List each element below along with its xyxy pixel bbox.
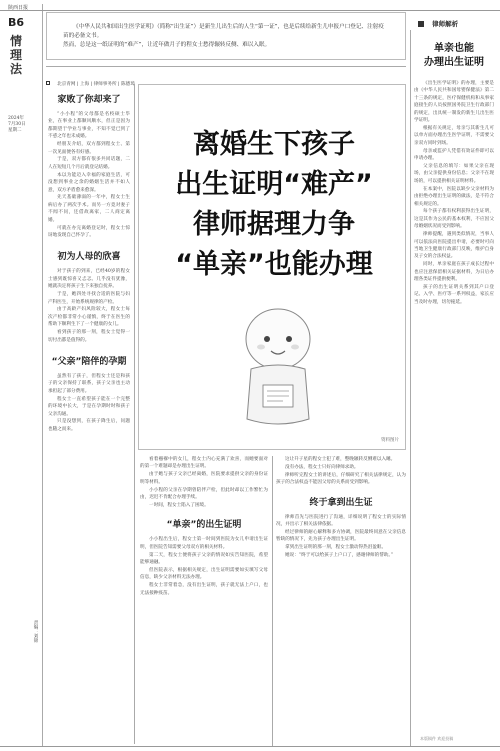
paragraph: 同时，单亲家庭在孩子成长过程中也应注意保留相关证据材料，为日后办理各类证件提供便利。 bbox=[414, 262, 494, 283]
paragraph: 父亲信息的填写：如果父亲在现场，由父亲提供身份信息；父亲不在现场的，可以提供相关证明材料。 bbox=[414, 163, 494, 184]
headline-line: “单亲”也能办理 bbox=[175, 249, 373, 280]
mid-body bbox=[140, 456, 268, 509]
paragraph: 小小程出生后，程女士第一时间到医院为女儿申请出生证明，但医院告知需要父母双方的相关材料。 bbox=[140, 537, 268, 550]
paragraph: 这让升子星的程女士犯了难，整晚辗转反侧难以入睡。 bbox=[285, 457, 396, 462]
paragraph: 律师听完程女士的讲述后，仔细研究了相关法律规定，认为孩子的合法权益不能因父母的关系而受到影响。 bbox=[276, 472, 406, 486]
bottom-note: 本版稿件 欢迎投稿 bbox=[420, 736, 454, 741]
paragraph: 她说：“终于可以给孩子上户口了，感谢律师的帮助。” bbox=[285, 553, 394, 559]
reporter-text: 北京青网 | 上海 | 律师事务所 | 陈德璋 bbox=[57, 82, 135, 87]
article-column-3 bbox=[276, 456, 406, 746]
paragraph: 根据有关规定，母亲与其新生儿可以单方面办理出生医学证明，不需要父亲双方同时到场。 bbox=[414, 125, 494, 146]
paragraph: 《出生医学证明》的办理，主要是由《中华人民共和国母婴保健法》第二十三条的规定，医疗保健机构和从事家庭接生的人员按照国务院卫生行政部门的规定，出具统一制发的新生儿出生医学证明。 bbox=[414, 81, 494, 124]
column-label bbox=[418, 13, 490, 28]
paragraph: 经朋友介绍，双方都到程女士、第一次见面便各有好感。 bbox=[48, 142, 130, 155]
paragraph: 先天基础薄弱的一年中，程女士生病后办了两次手术。而另一方竟对妻子不闻不问，还借故离家，二人商定离婚。 bbox=[48, 195, 130, 223]
baby-eye bbox=[264, 336, 270, 342]
paragraph: 小小程的父亲在孕期曾陪伴产检，但此时却以工作繁忙为由，迟迟不肯配合办理手续。 bbox=[140, 487, 268, 501]
paragraph: 孩子的出生证明关系到其户口登记、入学、医疗等一系列权益，家长应当及时办理，切勿拖延。 bbox=[414, 284, 494, 305]
baby-head bbox=[246, 309, 310, 369]
paragraph: 拿到出生证明的那一刻，程女士激动得热泪盈眶。 bbox=[285, 545, 387, 551]
article-column-1 bbox=[48, 84, 130, 739]
sidebar-body bbox=[414, 80, 494, 306]
paragraph: 律师提醒，遇到类似情况，当事人可以依法向医院提出申请，必要时可向当地卫生健康行政部门反映，维护自身及子女的合法权益。 bbox=[414, 232, 494, 260]
father-title: “父亲”陪伴的孕期 bbox=[51, 356, 127, 367]
illustration-credit: 资料图片 bbox=[381, 438, 399, 443]
baby-eye bbox=[286, 336, 292, 342]
paragraph: 程女士非常着急，没有出生证明，孩子就无法上户口，也无法接种疫苗。 bbox=[140, 583, 268, 596]
label-marker bbox=[418, 21, 424, 27]
paragraph: 对于孩子的到来，已经40岁的程女士感到既惊喜又忐忑。几乎没有犹豫，她就决定将孩子生下来独自抚养。 bbox=[48, 269, 130, 290]
paragraph: 经过律师的耐心解释和多方协调，医院最终同意在父亲信息暂缺的情况下，先为孩子办理出生证明。 bbox=[276, 529, 406, 543]
sidebar-title: 单亲也能 办理出生证明 bbox=[424, 43, 484, 68]
father-body bbox=[48, 373, 130, 433]
joy-body bbox=[48, 268, 130, 344]
lead-text: 《中华人民共和国出生医学证明》（简称“出生证”）是新生儿出生后的人生“第一证”，也是后续给新生儿申报户口登记、注射疫苗的必备文书。 然而，总是这一纸证明的“难产”，让近年做月子的程女士愁得辗转反侧、难以入眠。 bbox=[63, 24, 384, 48]
paper-name: 陕西日报 bbox=[8, 5, 29, 11]
paragraph: 律师首先与医院进行了沟通，详细说明了程女士的实际情况，并出示了相关法律依据。 bbox=[276, 514, 406, 528]
headline bbox=[147, 125, 401, 285]
label-text: 律师解析 bbox=[432, 20, 459, 28]
paragraph: 看着襁褓中的女儿，程女士内心充满了欢喜，而她要面对的第一个难题却是办理出生证明。 bbox=[140, 457, 268, 470]
section-name: 情理法 bbox=[10, 34, 23, 76]
paragraph: 虽然有了孩子，但程女士还是和孩子的父亲保持了联系，孩子父亲也主动承担起了部分费用。 bbox=[48, 373, 130, 394]
joy-title: 初为人母的欣喜 bbox=[57, 252, 121, 263]
final-title: 终于拿到出生证 bbox=[309, 497, 373, 508]
paragraph: 第二天，程女士便将孩子父亲的情况如实告知医院，希望能够通融。 bbox=[140, 552, 268, 566]
baby-cheek bbox=[257, 345, 265, 350]
paragraph: 但医院表示，根据相关规定，出生证明需要如实填写父母信息，缺少父亲材料无法办理。 bbox=[140, 567, 268, 581]
paragraph: 程女士一直希望孩子能在一个完整的环境中长大，于是在孕期时时和孩子父亲沟通。 bbox=[48, 396, 130, 417]
paragraph: 没有办法，程女士只好向律师求助。 bbox=[285, 464, 359, 470]
paragraph: 由于高龄产妇风险较大，程女士每次产检都非常小心谨慎，终于在医生的帮助下顺利生下了一个健康的女儿。 bbox=[48, 307, 130, 328]
cert-title: “单亲”的出生证明 bbox=[166, 520, 242, 531]
right-col-body bbox=[276, 456, 406, 487]
intro-body bbox=[48, 111, 130, 239]
paragraph: 母亲或监护人凭借有效证件即可以申请办理。 bbox=[414, 148, 494, 162]
cert-body bbox=[140, 536, 268, 597]
paragraph: 本以为能迈入幸福的家庭生活，可没想到事业之余的婚姻生活并不如人意，双方矛盾愈来愈深。 bbox=[48, 172, 130, 193]
sidebar-column bbox=[414, 36, 494, 746]
issue-date: 2024年 7月30日 星期二 bbox=[8, 116, 26, 133]
final-body bbox=[276, 514, 406, 560]
headline-line: 律师据理力争 bbox=[193, 209, 355, 240]
article-column-2 bbox=[140, 456, 268, 746]
reporter-line bbox=[46, 70, 186, 87]
paragraph: 一时间，程女士陷入了困境。 bbox=[149, 502, 209, 508]
baby-cheek bbox=[291, 345, 299, 350]
headline-block bbox=[138, 84, 406, 450]
paragraph: 只是没想到，在孩子降生后，问题也随之而来。 bbox=[48, 419, 130, 432]
headline-line: 离婚生下孩子 bbox=[193, 129, 355, 160]
paragraph: 于是，她四处寻找合适的医院与妇产科医生，开始系统规律的产检。 bbox=[48, 292, 130, 305]
paragraph: “小小程”的父母都是名校硕士毕业，在事业上都顺风顺水，但正是因为都期望于学业与事业，不知不觉已到了不惑之年也未成婚。 bbox=[48, 112, 130, 140]
lead-box bbox=[46, 12, 406, 60]
editor-credit: 责编：刘锦 bbox=[33, 620, 38, 643]
page-number: B6 bbox=[8, 16, 25, 29]
paragraph: 在本案中，医院以缺少父亲材料为由拒绝办理出生证明的做法，是不符合相关规定的。 bbox=[414, 186, 494, 207]
paragraph: 看到孩子的那一刻，程女士觉得一切付出都是值得的。 bbox=[48, 330, 130, 343]
intro-title: 家败了你却来了 bbox=[57, 95, 121, 105]
paragraph: 于是，双方都有很多共同话题，二人在短短几个月后就登记结婚。 bbox=[48, 157, 130, 170]
paragraph: 每个孩子都有权利获得出生证明，这是其作为公民的基本权利，不应因父母婚姻状况而受到影响。 bbox=[414, 209, 494, 230]
headline-line: 出生证明“难产” bbox=[175, 169, 373, 200]
paragraph: 可就在办完离婚登记时，程女士惊讶地发现自己怀孕了。 bbox=[48, 225, 130, 238]
baby-illustration bbox=[223, 299, 333, 439]
paragraph: 由于她与孩子父亲已经离婚，医院要求提供父亲的身份证明等材料。 bbox=[140, 472, 268, 485]
